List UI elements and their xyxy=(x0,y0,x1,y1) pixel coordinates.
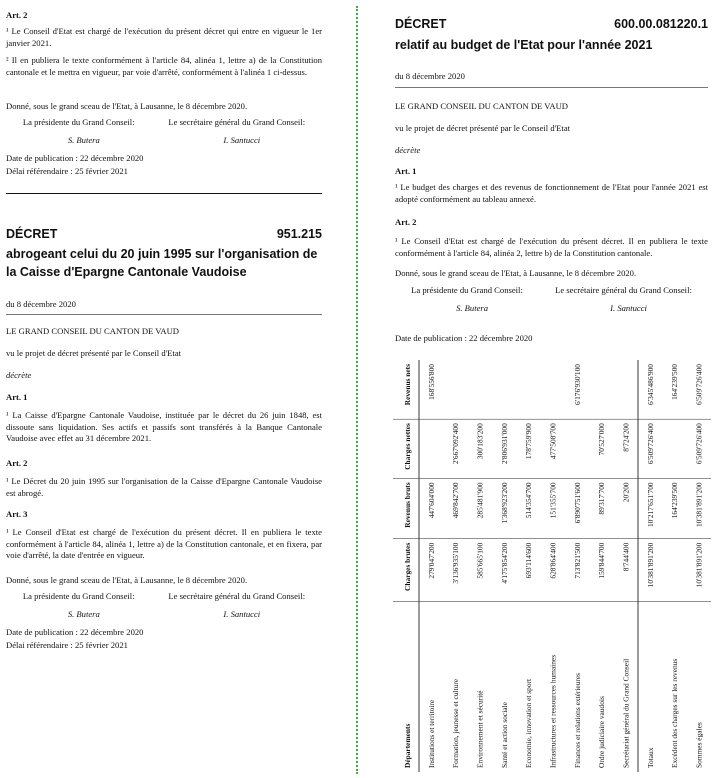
given-line: Donné, sous le grand sceau de l'Etat, à Lausanne, le 8 décembre 2020. xyxy=(395,268,637,278)
table-cell: 1'368'923'200 xyxy=(499,482,509,524)
table-header-cell: Charges nettes xyxy=(403,423,412,470)
article-paragraph: ² Il en publiera le texte conformément à l'article 84, alinéa 1, lettre a) de la Constitution cantonale et le mettra en vigueur, par voie d'arrêté, conformément à l'alinéa 1 ci-dessus. xyxy=(6,55,322,77)
article-paragraph: ¹ La Caisse d'Epargne Cantonale Vaudoise, instituée par le décret du 26 juin 1848, est dissoute sans liquidation. Ses actifs et passifs sont transférés à la Banque Cantonale Vaudoise avec effet au 31 décembre 2021. xyxy=(6,410,322,444)
table-cell: 8'744'400 xyxy=(621,542,631,572)
president-title: La présidente du Grand Conseil: xyxy=(411,285,523,295)
article-paragraph: ¹ Le Conseil d'Etat est chargé de l'exécution du présent décret qui entre en vigueur le 1er janvier 2021. xyxy=(6,26,322,48)
table-header-cell: Charges brutes xyxy=(403,542,412,591)
art-heading: Art. 3 xyxy=(6,509,28,519)
table-cell: 178'759'900 xyxy=(524,423,534,460)
publication-date: Date de publication : 22 décembre 2020 xyxy=(395,333,533,343)
article-paragraph: ¹ Le Décret du 20 juin 1995 sur l'organisation de la Caisse d'Epargne Cantonale Vaudoise est abrogé. xyxy=(6,476,322,498)
table-cell: 10'381'891'200 xyxy=(694,482,704,528)
table-header-cell: Départements xyxy=(403,723,412,768)
table-row-label: Economie, innovation et sport xyxy=(524,678,534,768)
table-cell: 300'183'200 xyxy=(475,423,485,460)
president-name: S. Butera xyxy=(456,303,489,313)
decree-header xyxy=(395,15,708,33)
table-cell: 628'864'400 xyxy=(548,542,558,579)
table-cell: 164'239'500 xyxy=(670,364,680,400)
decree-number: 951.215 xyxy=(276,227,322,241)
president-title: La présidente du Grand Conseil: xyxy=(22,117,135,127)
president-name: S. Butera xyxy=(67,609,100,619)
table-cell: 159'844'700 xyxy=(597,542,607,579)
secretary-name: I. Santucci xyxy=(223,135,261,145)
table-cell: 6'176'930'100 xyxy=(572,364,582,405)
table-cell: 10'217'651'700 xyxy=(645,482,655,528)
table-cell: 585'665'100 xyxy=(475,542,485,579)
table-cell: 693'114'600 xyxy=(524,542,534,579)
table-row-label: Sommes égales xyxy=(694,722,704,768)
table-cell: 713'821'500 xyxy=(572,542,582,579)
table-cell: 164'239'500 xyxy=(670,482,680,519)
referendum-delay: Délai référendaire : 25 février 2021 xyxy=(6,640,128,650)
decree-label: DÉCRET xyxy=(395,17,447,31)
referendum-delay: Délai référendaire : 25 février 2021 xyxy=(6,166,128,176)
table-row-label: Excédent des charges sur les revenus xyxy=(670,658,680,768)
decree-label: DÉCRET xyxy=(6,227,58,241)
preamble: vu le projet de décret présenté par le Conseil d'Etat xyxy=(6,348,182,358)
table-row-label: Secrétariat général du Grand Conseil xyxy=(621,658,631,768)
table-cell: 6'509'726'400 xyxy=(645,423,655,465)
table-cell: 3'136'935'100 xyxy=(451,542,461,584)
signature-titles xyxy=(395,285,708,297)
budget-table xyxy=(393,360,711,772)
signature-names xyxy=(395,303,708,315)
table-cell: 2'806'931'000 xyxy=(499,423,509,465)
table-row-label: Finances et relations extérieures xyxy=(572,672,582,768)
table-row-label: Santé et action sociale xyxy=(499,702,509,768)
section-divider xyxy=(6,193,322,194)
table-row-label: Totaux xyxy=(645,747,655,768)
decrete-word: décrète xyxy=(6,370,32,380)
publication-date: Date de publication : 22 décembre 2020 xyxy=(6,627,144,637)
table-cell: 469'842'700 xyxy=(451,482,461,519)
given-line: Donné, sous le grand sceau de l'Etat, à Lausanne, le 8 décembre 2020. xyxy=(6,101,248,111)
section-divider xyxy=(395,87,708,88)
table-cell: 477'508'700 xyxy=(548,423,558,460)
table-cell: 10'381'891'200 xyxy=(645,542,655,588)
table-cell: 20'200 xyxy=(621,482,631,503)
art-heading: Art. 2 xyxy=(6,10,28,20)
given-line: Donné, sous le grand sceau de l'Etat, à Lausanne, le 8 décembre 2020. xyxy=(6,575,248,585)
council-heading: LE GRAND CONSEIL DU CANTON DE VAUD xyxy=(395,101,568,111)
article-paragraph: ¹ Le Conseil d'Etat est chargé de l'exécution du présent décret. Il en publiera le texte conformément à l'article 84, alinéa 2, lettre b) de la Constitution cantonale. xyxy=(395,236,708,258)
table-cell: 151'355'700 xyxy=(548,482,558,519)
table-cell: 10'381'891'200 xyxy=(694,542,704,588)
table-cell: 447'604'000 xyxy=(426,482,436,519)
table-cell: 89'317'700 xyxy=(597,482,607,515)
table-cell: 2'667'092'400 xyxy=(451,423,461,465)
secretary-title: Le secrétaire général du Grand Conseil: xyxy=(168,591,306,601)
table-header-cell: Revenus nets xyxy=(403,364,412,406)
decree-title: abrogeant celui du 20 juin 1995 sur l'organisation de la Caisse d'Epargne Cantonale Vaudoise xyxy=(6,247,318,280)
section-divider xyxy=(6,314,322,315)
council-heading: LE GRAND CONSEIL DU CANTON DE VAUD xyxy=(6,326,179,336)
preamble: vu le projet de décret présenté par le Conseil d'Etat xyxy=(395,123,571,133)
secretary-name: I. Santucci xyxy=(610,303,647,313)
secretary-name: I. Santucci xyxy=(223,609,261,619)
table-row-label: Institutions et territoire xyxy=(426,699,436,768)
table-cell: 8'724'200 xyxy=(621,423,631,452)
president-name: S. Butera xyxy=(67,135,100,145)
decree-header xyxy=(6,225,322,243)
art-heading: Art. 1 xyxy=(6,392,28,402)
art-heading: Art. 2 xyxy=(395,217,417,227)
table-header-cell: Revenus bruts xyxy=(403,482,412,528)
column-divider xyxy=(356,6,358,774)
table-cell: 6'509'726'400 xyxy=(694,423,704,465)
table-cell: 70'527'000 xyxy=(597,423,607,456)
signature-names xyxy=(6,135,322,147)
article-paragraph: ¹ Le budget des charges et des revenus de fonctionnement de l'Etat pour l'année 2021 est adopté conformément au tableau annexé. xyxy=(395,182,708,204)
table-cell: 514'354'700 xyxy=(524,482,534,519)
signature-titles xyxy=(6,591,322,603)
signature-titles xyxy=(6,117,322,129)
decree-number: 600.00.081220.1 xyxy=(614,17,708,31)
decree-date: du 8 décembre 2020 xyxy=(395,71,465,81)
secretary-title: Le secrétaire général du Grand Conseil: xyxy=(168,117,306,127)
article-paragraph: ¹ Le Conseil d'Etat est chargé de l'exécution du présent décret. Il en publiera le texte conformément à l'article 84, alinéa 1, lettre a) de la Constitution cantonale, et en fixera, par voie d'arrêté, la date d'entrée en vigueur. xyxy=(6,527,322,561)
table-row-label: Formation, jeunesse et culture xyxy=(451,678,461,768)
decrete-word: décrète xyxy=(395,145,421,155)
table-row-label: Environnement et sécurité xyxy=(475,690,485,768)
table-cell: 6'509'726'400 xyxy=(694,364,704,405)
secretary-title: Le secrétaire général du Grand Conseil: xyxy=(555,285,692,295)
decree-title: relatif au budget de l'Etat pour l'année 2021 xyxy=(395,38,653,52)
table-cell: 4'175'854'200 xyxy=(499,542,509,584)
table-row-label: Ordre judiciaire vaudois xyxy=(597,696,607,768)
publication-date: Date de publication : 22 décembre 2020 xyxy=(6,153,144,163)
president-title: La présidente du Grand Conseil: xyxy=(22,591,135,601)
budget-table-svg xyxy=(393,360,711,772)
decree-date: du 8 décembre 2020 xyxy=(6,299,76,309)
table-cell: 168'556'800 xyxy=(426,364,436,400)
table-cell: 6'890'751'600 xyxy=(572,482,582,524)
table-row-label: Infrastructures et ressources humaines xyxy=(548,654,558,768)
signature-names xyxy=(6,609,322,621)
table-cell: 279'047'200 xyxy=(426,542,436,579)
art-heading: Art. 2 xyxy=(6,458,28,468)
table-cell: 285'481'900 xyxy=(475,482,485,519)
table-cell: 6'345'486'900 xyxy=(645,364,655,405)
art-heading: Art. 1 xyxy=(395,166,417,176)
